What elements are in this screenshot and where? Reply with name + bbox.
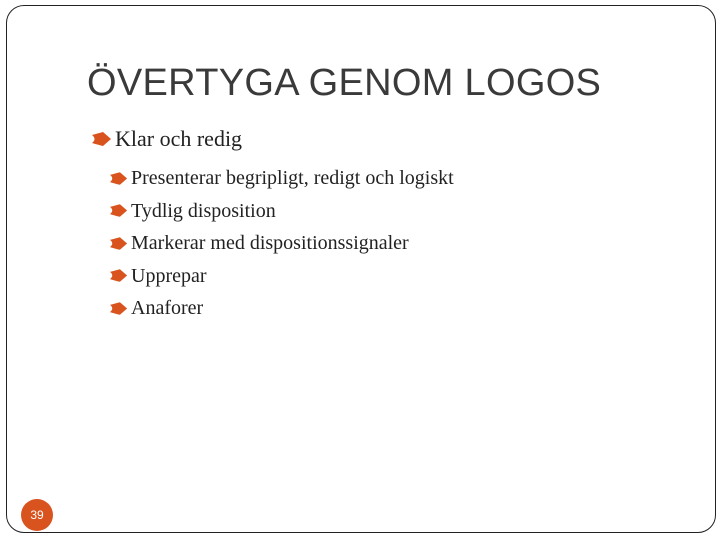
sub-bullet-text: Markerar med dispositionssignaler — [131, 232, 409, 255]
sub-bullet-text: Tydlig disposition — [131, 199, 276, 222]
sub-bullet-item — [110, 260, 454, 293]
orange-arrow-bullet-icon — [110, 269, 128, 282]
slide-frame — [6, 5, 716, 533]
sub-bullet-item — [110, 195, 454, 228]
sub-bullet-text: Upprepar — [131, 264, 207, 287]
sub-bullet-list — [110, 162, 454, 325]
orange-arrow-bullet-icon — [110, 237, 128, 250]
sub-bullet-item — [110, 292, 454, 325]
sub-bullet-text: Presenterar begripligt, redigt och logiskt — [131, 167, 454, 190]
orange-arrow-bullet-icon — [110, 172, 128, 185]
page-number-badge: 39 — [21, 499, 53, 531]
sub-bullet-text: Anaforer — [131, 297, 204, 320]
orange-arrow-bullet-icon — [110, 204, 128, 217]
main-bullet-item — [92, 126, 242, 152]
sub-bullet-item — [110, 227, 454, 260]
sub-bullet-item — [110, 162, 454, 195]
orange-arrow-bullet-icon — [92, 132, 112, 146]
orange-arrow-bullet-icon — [110, 302, 128, 315]
slide-title: ÖVERTYGA GENOM LOGOS — [87, 62, 602, 104]
main-bullet-text: Klar och redig — [115, 126, 243, 151]
